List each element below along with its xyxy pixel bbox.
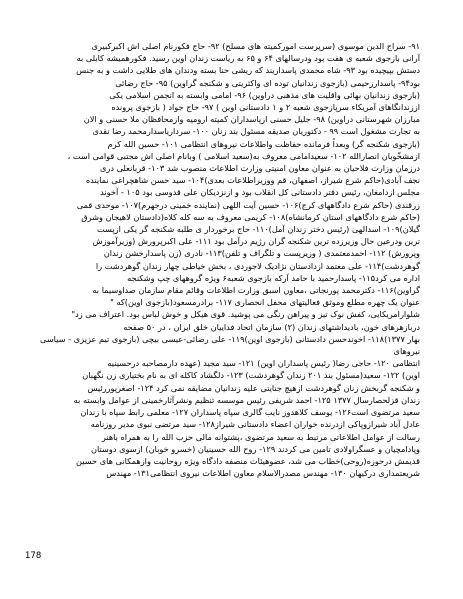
text-line: (بازجوی شکنجه گر) وبعداً فرمانده حفاظت واطلاعات نیروهای انتظامی ۱۰۱- حسین الله کرم (107, 138, 420, 149)
text-line: گیلان)۱۰۹- اسدالهی (رئیس دختر زندان آمل)۱۱۰- حاج برخوردار ی طلبه شکنجه گر یکی ازپست (97, 224, 420, 235)
text-line: ۹۱- سراج الدین موسوی (سرپرست امورکمیته های مسلح) ۹۲- حاج فکورنام اصلی اش اکبرکبیری (91, 41, 420, 51)
text-line: شلوارامریکایی، کفش نوک تیز و پیراهن رنگی می پوشید. قوی هیکل و خوش لباس بود. اعتراف می زد" (71, 309, 420, 320)
text-line: مجلس ازدامغان، رئیس دفتر دادستانی کل انقلاب بود و ازنزدیکان علی قدوسی بود ۱۰۵ - آخوند (100, 187, 420, 198)
text-line: گراوین)۱۱۶- دکترمحمد پورنجاتی ،معاون اسبق وزارت اطلاعات وقائم مقام سازمان صداوسیما به (92, 285, 420, 296)
text-line: زرقندی (حاکم شرع دادگاههای کرج)۱۰۶- حسین آیت اللهی (نماینده خمینی درجهرم)۱۰۷- موحدی قمی (76, 199, 420, 210)
text-line: رسالت از عوامل اطلاعاتی مرتبط به سعید مرتضوی ،پشتوانه مالی حزب الله را به همراه باهنر (101, 431, 420, 442)
text-line: وپادامچیان و عسگراولادی تامین می کردند ۱۲۹- روح الله حسینیان (خسرو خوبان) ازسوی دوستان (91, 443, 420, 454)
text-line: اززندانگاهای آمریکاء سرپازجوی شعبه ۲ و ۱ دادستانی اوین ) ۹۷- حاج جواد ( بازجوی پرونده (111, 102, 420, 113)
text-line: سعید مرتضوی است۱۲۶- یوسف کلاهدوز نایب گالری سپاه پاسداران ۱۲۷- معلمی رابط سپاه با زندان (80, 407, 420, 418)
text-line: ازمشخّوبان انصارالله ۱۰۲- سعیدامامی معروف به(سعید اسلامی ) وبانام اصلی اش مجتبی قوامی است ، (67, 150, 420, 161)
text-line: گوهردشت)۱۱۴- علی معتمد ازدادستان نژادیک لاجوردی ، بخش خیاطی چهار زندان گوهردشت را (95, 260, 420, 271)
text-line: وپرورش) ۱۱۲- احمدمعتمدی ( وزیرپست و تلگراف و تلفن)۱۱۳- نادری (زن پاسدارخشن زندان (103, 248, 420, 259)
body-text (40, 40, 420, 479)
text-line: قدیمش درحوزه(روحی)خطاب می شد، عضوهیئات منصفه دادگاه ویژه روحانیت وازهمکانی های حسین (76, 455, 420, 466)
text-line: عنوان یک چهره مطلع وموثق فعالیتهای محفل انحصاری ۱۱۷- برادرمسعود(بازجوی اوین)که " (110, 297, 420, 308)
text-line: بود۹۴- پاسدارزحیمی (بازجوی زندانیان توده ای واکثریتی و شکنجه گراوین) ۹۵- حاج رضائی (115, 77, 420, 88)
text-line: اداره می کرد۱۱۵- پاسدارحمید با حامد آرکه بازجوی شعبه۶ ویژه گروههای چپ وشکنجه (127, 272, 420, 283)
text-line: اوین) ۱۲۲- سعید(مسئول بند ۲۰۱ زندان گوهردشت) ۱۲۳- دلگشاد کاکله ای به نام بختیاری زن نگهبان (82, 370, 420, 381)
text-line: عادل آباد شیرازوپاکی ازدرنده خواران اعضاء دادستانی شیراز۱۲۸- سید مرتضی نبوی مدیر روزنامه (90, 419, 420, 430)
text-line: آرانی بازجوی شعبه ی هفت بود ودرسالهای ۶۴ و ۶۵ به ریاست زندان اوین رسید. فکورهمیشه کابلی به (76, 53, 420, 64)
text-line: دستش بپیچیده بود ۹۳- شاه محمدی پاسداریند که ریشی حنا بسته ودندان های طلایی داشت و به جنس (76, 65, 420, 76)
text-line: (بازجوی زندانیان بهائی واقلیت های مذهبی دراوین) ۹۶- امامی وابسته به انجمن اسلامی یکی (109, 89, 420, 100)
text-line: نجف آبادی(حاکم شرع شیراز، اصفهان، قم ووزیراطلاعات بعدی)۱۰۴- سید حسن شاهچراغی نماینده (85, 175, 420, 186)
page-number: 178 (25, 551, 42, 561)
text-line: انتظامی ۱۲۰- حاجی رضا( رئیس پاسداران اوین) ۱۲۱- سید مجید (عهده دارمصاحبه درحسینیه (107, 358, 420, 369)
text-line: و شکنجه گربخش زنان گوهردشت ازهیچ جنایتی علیه زندانیان مضایقه نمی کرد ۱۲۴- اصغرپوررئیس (87, 382, 420, 393)
text-line: (حاکم شرع دادگاههای استان کرمانشاه)۱۰۸- کریمی معروف به سه کله کلاه(دادستان لاهیجان وشرق (81, 211, 420, 222)
text-line: بهار ۱۳۷۷)۱۱۸- اخوندحسن دادستانی (بازجوی اوین)۱۱۹- علی رضائی-عیسی بیچی (بازجوی تیم عزیزی - سیاسی نیروهای (40, 333, 421, 357)
text-line: زندان قزلحصارسال ۱۳۷۷ ۱۲۵- احمد شریفی رئیس موسسه تنظیم ونشرآثارخمینی از عوامل وابسته به (73, 394, 420, 405)
text-line: درزمان وزارت فلاحیان به عنوان معاون امنیتی وزارت اطلاعات منصوب شد ۱۰۳- قربانعلی دری (100, 163, 420, 174)
text-line: مبارزان شهرستانی دراوین) ۹۸- جلیل حسنی ازپاسداران کمیته ارومیه وازمحافظان ملا حسنی و الان (83, 114, 420, 125)
text-line: دربازهرهای خون، بادیداشتهای زندان (۲) سازمان اتحاد فداییان خلق ایران ، در ۵۰ صفحه (123, 321, 420, 332)
text-line: شریعتمداری درکیهان ۱۳۰- مهندس مصدرالاسلام معاون اطلاعات نیروی انتظامی۱۳۱- مهندس (106, 468, 420, 479)
text-line: ترین ودرعین حال وزیرزده ترین شکنجه گران رژیم درآمل بود ۱۱۱- علی اکبرپرورش (وزیرآموزش (92, 236, 420, 247)
text-line: به تجارت مشغول است ۹۹ - دکتوریان صدیقه مسئول بند زنان ۱۰۰- سرداریاسدارمحمد رضا نقدی (92, 126, 420, 137)
